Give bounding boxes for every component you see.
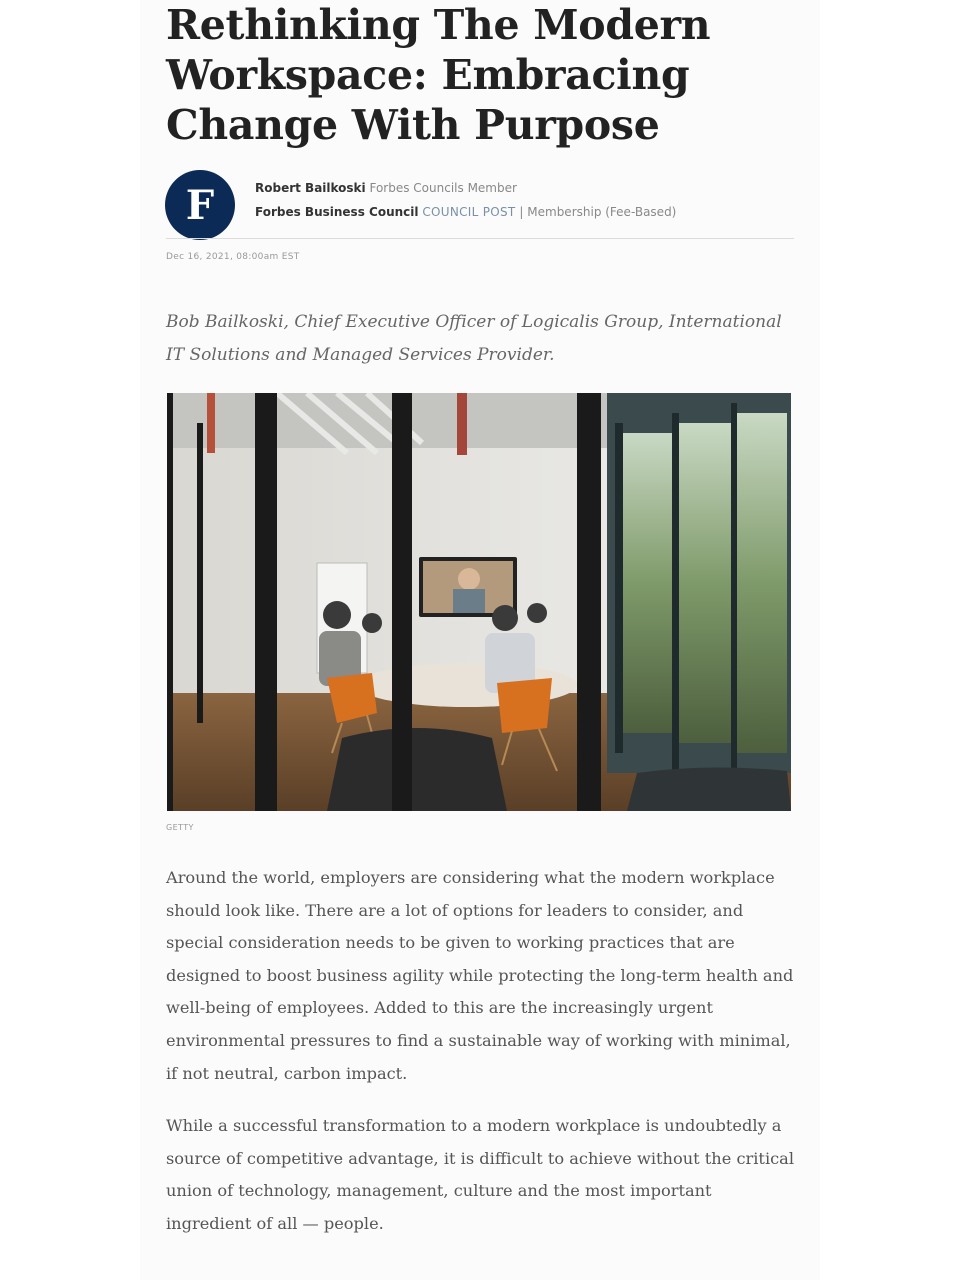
- council-name-link[interactable]: Forbes Business Council: [255, 205, 419, 219]
- body-paragraph-2: While a successful transformation to a modern workplace is undoubtedly a source of competitive advantage, it is difficult to achieve without the critical union of technology, management, culture and the most important ingredient of all — people.: [166, 1116, 795, 1233]
- byline-separator: |: [519, 205, 524, 219]
- author-name-link[interactable]: Robert Bailkoski: [255, 181, 366, 195]
- byline-divider: [166, 238, 794, 239]
- forbes-logo-icon[interactable]: [165, 170, 235, 240]
- author-intro: Bob Bailkoski, Chief Executive Officer of Logicalis Group, International IT Solutions and Managed Services Provider.: [166, 312, 782, 365]
- body-paragraph-1: Around the world, employers are considering what the modern workplace should look like. There are a lot of options for leaders to consider, and special consideration needs to be given to working practices that are designed to boost business agility while protecting the long-term health and well-being of employees. Added to this are the increasingly urgent environmental pressures to find a sustainable way of working with minimal, if not neutral, carbon impact.: [166, 868, 794, 1083]
- logo-letter: F: [185, 181, 215, 229]
- post-type-label: COUNCIL POST: [422, 205, 516, 219]
- byline: [255, 176, 676, 224]
- author-role: Forbes Councils Member: [369, 181, 517, 195]
- image-credit: GETTY: [166, 823, 194, 832]
- article-hero-image: [167, 393, 791, 811]
- membership-link[interactable]: Membership (Fee-Based): [527, 205, 677, 219]
- article-title: Rethinking The Modern Workspace: Embracing Change With Purpose: [166, 1, 711, 149]
- author-block: [165, 170, 793, 236]
- publish-date: Dec 16, 2021, 08:00am EST: [166, 252, 300, 262]
